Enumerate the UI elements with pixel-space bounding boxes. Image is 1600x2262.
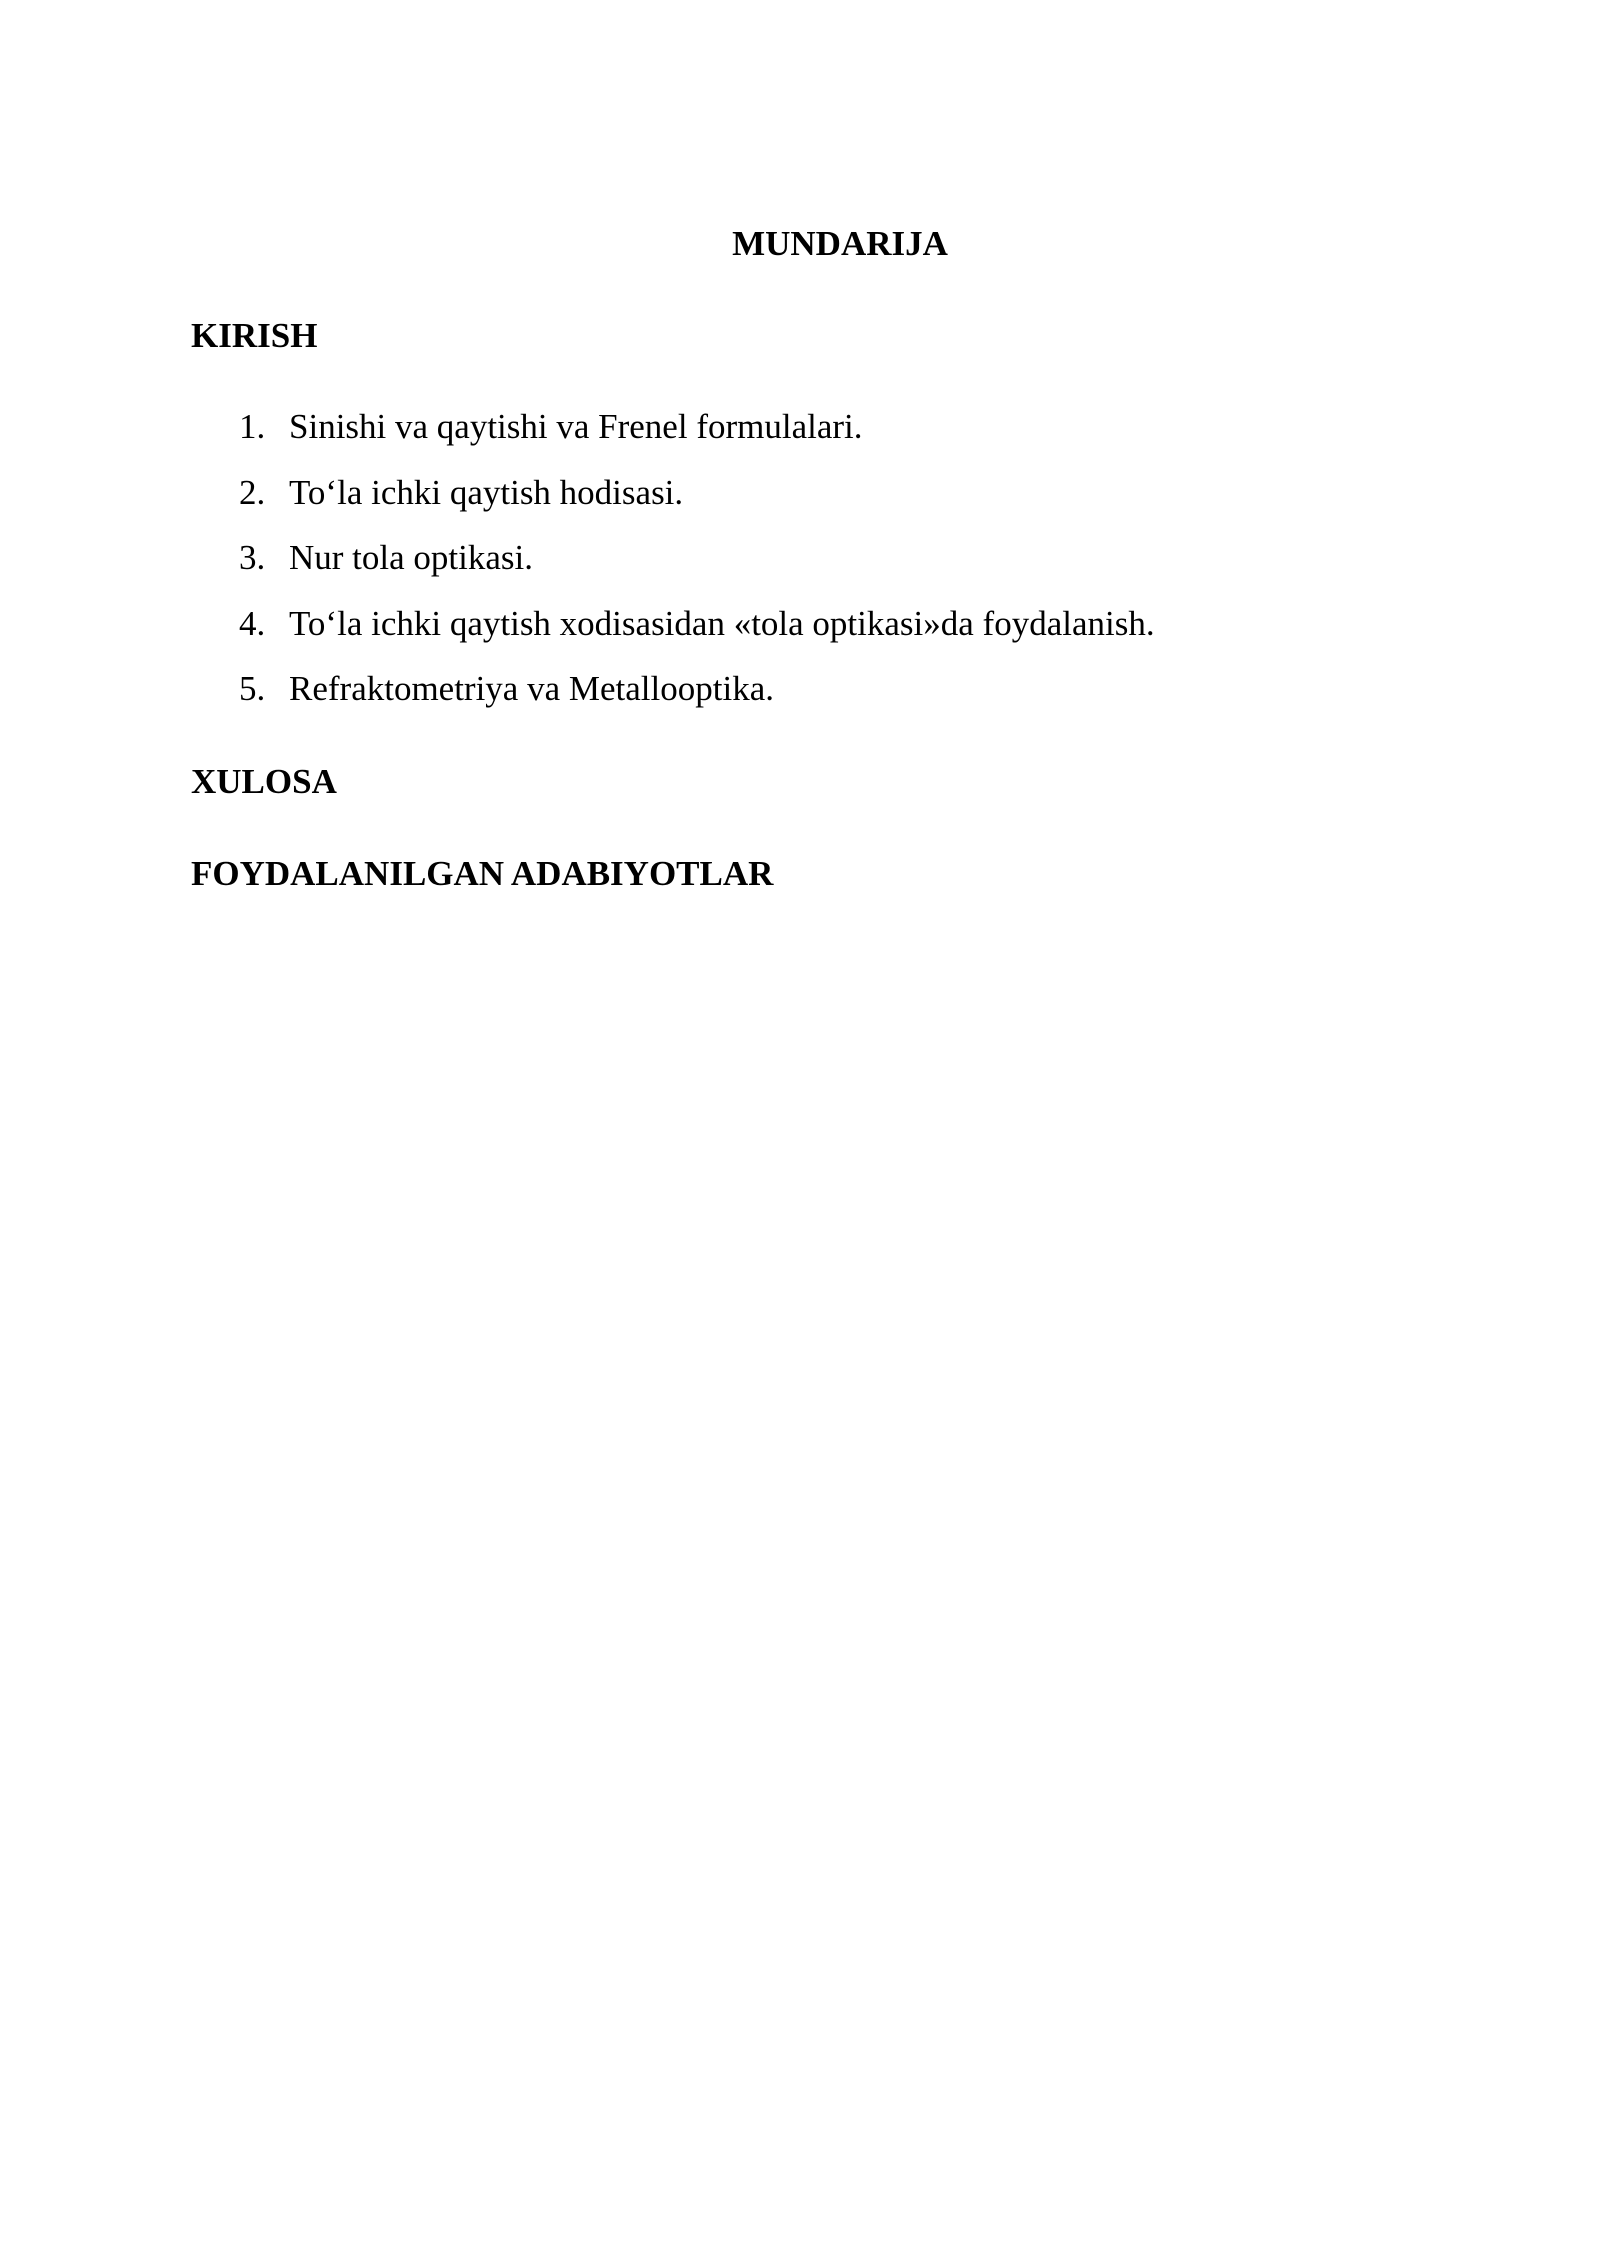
toc-item-text: Sinishi va qaytishi va Frenel formulalari. [289, 407, 863, 446]
toc-item-number: 4. [239, 603, 266, 643]
conclusion-heading: XULOSA [191, 762, 337, 801]
toc-item-text: Nur tola optikasi. [289, 538, 533, 577]
toc-item-number: 5. [239, 669, 266, 708]
toc-item-number: 2. [239, 472, 266, 512]
intro-heading: KIRISH [191, 316, 318, 355]
toc-item-text: Refraktometriya va Metallooptika. [289, 669, 774, 708]
toc-item-number: 3. [239, 538, 266, 577]
toc-item-text: To‘la ichki qaytish hodisasi. [289, 472, 684, 512]
toc-item-number: 1. [239, 407, 266, 446]
references-heading: FOYDALANILGAN ADABIYOTLAR [191, 854, 774, 893]
toc-item-text: To‘la ichki qaytish xodisasidan «tola optikasi»da foydalanish. [289, 603, 1155, 643]
page-title: MUNDARIJA [732, 224, 948, 263]
